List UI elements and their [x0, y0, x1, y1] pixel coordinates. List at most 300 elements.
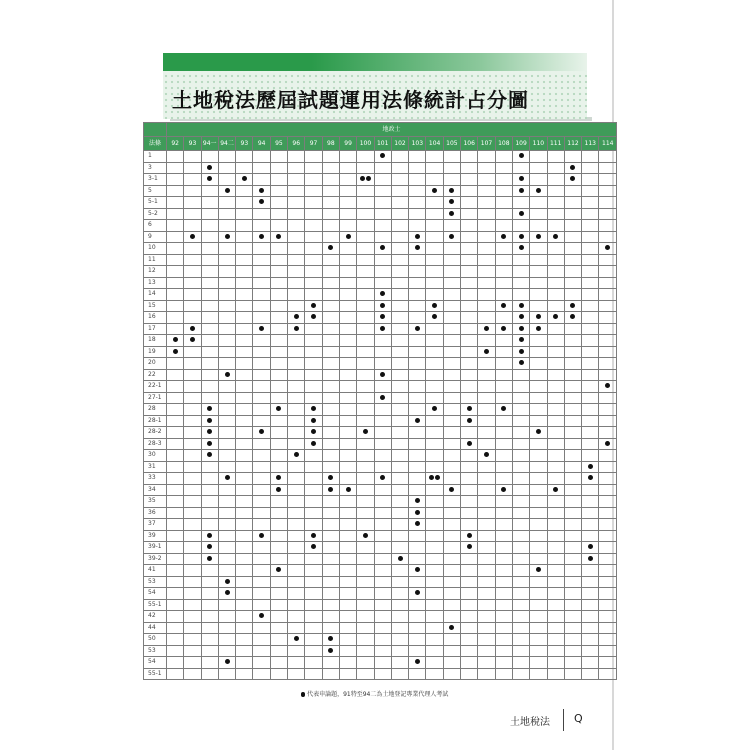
grid-cell — [530, 565, 547, 577]
grid-cell — [495, 381, 512, 393]
grid-cell — [322, 231, 339, 243]
grid-cell — [253, 427, 270, 439]
grid-cell — [582, 530, 599, 542]
grid-cell — [512, 415, 529, 427]
essay-question-dot-icon — [536, 429, 541, 434]
grid-cell — [270, 530, 287, 542]
grid-cell — [409, 450, 426, 462]
article-label: 3 — [144, 162, 167, 174]
grid-cell — [167, 542, 184, 554]
grid-cell — [305, 335, 322, 347]
essay-question-dot-icon — [519, 176, 524, 181]
grid-cell — [391, 208, 408, 220]
grid-cell — [236, 668, 253, 680]
grid-cell — [478, 553, 495, 565]
grid-cell — [426, 346, 443, 358]
row-header: 法條 — [144, 137, 167, 151]
grid-cell — [426, 461, 443, 473]
grid-cell — [512, 346, 529, 358]
column-header: 92 — [167, 137, 184, 151]
grid-cell — [167, 323, 184, 335]
essay-question-dot-icon — [449, 487, 454, 492]
grid-cell — [270, 185, 287, 197]
grid-cell — [426, 208, 443, 220]
grid-cell — [461, 496, 478, 508]
grid-cell — [564, 634, 581, 646]
grid-cell — [530, 657, 547, 669]
grid-cell — [167, 519, 184, 531]
grid-cell — [218, 484, 235, 496]
grid-cell — [218, 197, 235, 209]
essay-question-dot-icon — [380, 153, 385, 158]
grid-cell — [339, 220, 356, 232]
grid-cell — [374, 369, 391, 381]
essay-question-dot-icon — [242, 176, 247, 181]
grid-cell — [495, 450, 512, 462]
grid-cell — [253, 668, 270, 680]
grid-cell — [339, 542, 356, 554]
grid-cell — [270, 565, 287, 577]
grid-cell — [270, 519, 287, 531]
grid-cell — [530, 507, 547, 519]
grid-cell — [236, 312, 253, 324]
grid-cell — [564, 266, 581, 278]
grid-cell — [409, 220, 426, 232]
grid-cell — [305, 599, 322, 611]
grid-cell — [167, 438, 184, 450]
grid-cell — [512, 231, 529, 243]
grid-cell — [322, 335, 339, 347]
grid-cell — [409, 668, 426, 680]
grid-cell — [322, 461, 339, 473]
grid-cell — [184, 392, 201, 404]
grid-cell — [184, 185, 201, 197]
grid-cell — [218, 174, 235, 186]
article-label: 30 — [144, 450, 167, 462]
grid-cell — [443, 220, 460, 232]
grid-cell — [288, 484, 305, 496]
grid-cell — [478, 197, 495, 209]
grid-cell — [478, 381, 495, 393]
grid-cell — [461, 335, 478, 347]
table-row — [144, 369, 617, 381]
grid-cell — [339, 162, 356, 174]
grid-cell — [201, 450, 218, 462]
grid-cell — [599, 565, 617, 577]
grid-cell — [270, 323, 287, 335]
grid-cell — [357, 438, 374, 450]
column-header: 101 — [374, 137, 391, 151]
grid-cell — [461, 622, 478, 634]
essay-question-dot-icon — [311, 406, 316, 411]
grid-cell — [512, 645, 529, 657]
grid-cell — [512, 266, 529, 278]
grid-cell — [270, 346, 287, 358]
legend-dot-icon — [301, 692, 306, 697]
grid-cell — [236, 519, 253, 531]
grid-cell — [305, 565, 322, 577]
grid-cell — [218, 565, 235, 577]
grid-cell — [495, 254, 512, 266]
grid-cell — [201, 323, 218, 335]
grid-cell — [409, 381, 426, 393]
grid-cell — [270, 369, 287, 381]
grid-cell — [201, 266, 218, 278]
grid-cell — [564, 668, 581, 680]
grid-cell — [218, 335, 235, 347]
grid-cell — [357, 369, 374, 381]
essay-question-dot-icon — [360, 176, 365, 181]
grid-cell — [374, 438, 391, 450]
article-label: 36 — [144, 507, 167, 519]
grid-cell — [512, 174, 529, 186]
grid-cell — [391, 576, 408, 588]
essay-question-dot-icon — [207, 406, 212, 411]
grid-cell — [184, 461, 201, 473]
grid-cell — [322, 473, 339, 485]
grid-cell — [547, 668, 564, 680]
grid-cell — [357, 346, 374, 358]
grid-cell — [564, 588, 581, 600]
grid-cell — [547, 312, 564, 324]
grid-cell — [374, 588, 391, 600]
grid-cell — [167, 162, 184, 174]
grid-cell — [374, 300, 391, 312]
grid-cell — [218, 392, 235, 404]
grid-cell — [461, 208, 478, 220]
grid-cell — [184, 519, 201, 531]
grid-cell — [253, 588, 270, 600]
article-label: 22-1 — [144, 381, 167, 393]
grid-cell — [478, 542, 495, 554]
grid-cell — [582, 450, 599, 462]
article-label: 10 — [144, 243, 167, 255]
grid-cell — [495, 668, 512, 680]
grid-cell — [201, 312, 218, 324]
grid-cell — [374, 312, 391, 324]
essay-question-dot-icon — [259, 234, 264, 239]
table-row — [144, 358, 617, 370]
grid-cell — [443, 461, 460, 473]
grid-cell — [357, 484, 374, 496]
grid-cell — [461, 634, 478, 646]
grid-cell — [426, 151, 443, 163]
grid-cell — [547, 622, 564, 634]
grid-cell — [461, 657, 478, 669]
grid-cell — [374, 266, 391, 278]
grid-cell — [478, 185, 495, 197]
grid-cell — [236, 404, 253, 416]
grid-cell — [391, 266, 408, 278]
grid-cell — [184, 277, 201, 289]
grid-cell — [409, 174, 426, 186]
article-label: 53 — [144, 645, 167, 657]
grid-cell — [409, 323, 426, 335]
grid-cell — [443, 300, 460, 312]
table-row — [144, 266, 617, 278]
grid-cell — [495, 358, 512, 370]
grid-cell — [184, 588, 201, 600]
column-header: 94一 — [201, 137, 218, 151]
grid-cell — [391, 185, 408, 197]
grid-cell — [599, 346, 617, 358]
grid-cell — [461, 151, 478, 163]
grid-cell — [495, 323, 512, 335]
essay-question-dot-icon — [553, 314, 558, 319]
grid-cell — [339, 634, 356, 646]
grid-cell — [391, 553, 408, 565]
grid-cell — [184, 220, 201, 232]
grid-cell — [443, 404, 460, 416]
table-row — [144, 392, 617, 404]
grid-cell — [167, 358, 184, 370]
grid-cell — [512, 381, 529, 393]
grid-cell — [374, 622, 391, 634]
column-header: 109 — [512, 137, 529, 151]
grid-cell — [184, 381, 201, 393]
grid-cell — [322, 599, 339, 611]
grid-cell — [322, 243, 339, 255]
grid-cell — [167, 622, 184, 634]
essay-question-dot-icon — [415, 659, 420, 664]
grid-cell — [409, 588, 426, 600]
grid-cell — [512, 484, 529, 496]
article-label: 18 — [144, 335, 167, 347]
grid-cell — [184, 438, 201, 450]
grid-cell — [512, 392, 529, 404]
grid-cell — [374, 496, 391, 508]
column-header: 113 — [582, 137, 599, 151]
grid-cell — [201, 599, 218, 611]
essay-question-dot-icon — [432, 406, 437, 411]
table-row — [144, 151, 617, 163]
grid-cell — [547, 266, 564, 278]
grid-cell — [391, 611, 408, 623]
grid-cell — [201, 542, 218, 554]
grid-cell — [409, 542, 426, 554]
grid-cell — [426, 381, 443, 393]
grid-cell — [461, 599, 478, 611]
grid-cell — [270, 461, 287, 473]
grid-cell — [288, 576, 305, 588]
column-header: 103 — [409, 137, 426, 151]
grid-cell — [167, 312, 184, 324]
grid-cell — [530, 484, 547, 496]
grid-cell — [184, 415, 201, 427]
grid-cell — [167, 450, 184, 462]
essay-question-dot-icon — [553, 234, 558, 239]
grid-cell — [547, 323, 564, 335]
essay-question-dot-icon — [519, 188, 524, 193]
grid-cell — [443, 335, 460, 347]
grid-cell — [599, 151, 617, 163]
grid-cell — [288, 381, 305, 393]
grid-cell — [443, 312, 460, 324]
grid-cell — [201, 369, 218, 381]
grid-cell — [478, 312, 495, 324]
essay-question-dot-icon — [173, 337, 178, 342]
grid-cell — [167, 243, 184, 255]
grid-cell — [305, 369, 322, 381]
article-label: 22 — [144, 369, 167, 381]
grid-cell — [305, 185, 322, 197]
grid-cell — [357, 634, 374, 646]
grid-cell — [270, 450, 287, 462]
grid-cell — [184, 576, 201, 588]
grid-cell — [530, 185, 547, 197]
grid-cell — [512, 151, 529, 163]
grid-cell — [288, 611, 305, 623]
grid-cell — [599, 438, 617, 450]
grid-cell — [391, 530, 408, 542]
essay-question-dot-icon — [259, 533, 264, 538]
essay-question-dot-icon — [429, 475, 434, 480]
grid-cell — [374, 645, 391, 657]
grid-cell — [253, 450, 270, 462]
grid-cell — [443, 588, 460, 600]
grid-cell — [357, 197, 374, 209]
grid-cell — [236, 346, 253, 358]
table-row — [144, 496, 617, 508]
grid-cell — [530, 404, 547, 416]
grid-cell — [288, 220, 305, 232]
grid-cell — [236, 162, 253, 174]
essay-question-dot-icon — [467, 418, 472, 423]
grid-cell — [564, 254, 581, 266]
grid-cell — [236, 266, 253, 278]
grid-cell — [288, 358, 305, 370]
grid-cell — [253, 611, 270, 623]
grid-cell — [357, 174, 374, 186]
grid-cell — [426, 277, 443, 289]
grid-cell — [357, 323, 374, 335]
grid-cell — [461, 381, 478, 393]
grid-cell — [409, 507, 426, 519]
grid-cell — [236, 565, 253, 577]
grid-cell — [443, 657, 460, 669]
essay-question-dot-icon — [207, 165, 212, 170]
grid-cell — [184, 668, 201, 680]
grid-cell — [201, 427, 218, 439]
grid-cell — [530, 289, 547, 301]
grid-cell — [218, 496, 235, 508]
grid-cell — [547, 197, 564, 209]
grid-cell — [582, 266, 599, 278]
grid-cell — [512, 542, 529, 554]
grid-cell — [201, 185, 218, 197]
grid-cell — [201, 657, 218, 669]
grid-cell — [391, 220, 408, 232]
grid-cell — [305, 657, 322, 669]
grid-cell — [305, 588, 322, 600]
essay-question-dot-icon — [276, 234, 281, 239]
grid-cell — [374, 530, 391, 542]
grid-cell — [218, 312, 235, 324]
grid-cell — [530, 381, 547, 393]
grid-cell — [443, 243, 460, 255]
grid-cell — [357, 185, 374, 197]
grid-cell — [236, 599, 253, 611]
grid-cell — [461, 542, 478, 554]
grid-cell — [530, 369, 547, 381]
grid-cell — [305, 530, 322, 542]
column-header: 93 — [236, 137, 253, 151]
article-label: 13 — [144, 277, 167, 289]
grid-cell — [547, 300, 564, 312]
grid-cell — [201, 576, 218, 588]
grid-cell — [218, 323, 235, 335]
grid-cell — [357, 415, 374, 427]
grid-cell — [218, 599, 235, 611]
grid-cell — [391, 427, 408, 439]
grid-cell — [236, 220, 253, 232]
grid-cell — [288, 599, 305, 611]
grid-cell — [236, 381, 253, 393]
grid-cell — [339, 507, 356, 519]
grid-cell — [322, 197, 339, 209]
grid-cell — [582, 496, 599, 508]
grid-cell — [564, 381, 581, 393]
grid-cell — [547, 588, 564, 600]
grid-cell — [218, 151, 235, 163]
grid-cell — [582, 300, 599, 312]
table-row — [144, 323, 617, 335]
grid-cell — [582, 553, 599, 565]
article-label: 50 — [144, 634, 167, 646]
grid-cell — [426, 162, 443, 174]
grid-cell — [530, 496, 547, 508]
article-label: 31 — [144, 461, 167, 473]
grid-cell — [253, 484, 270, 496]
grid-cell — [582, 634, 599, 646]
grid-cell — [495, 622, 512, 634]
grid-cell — [305, 323, 322, 335]
grid-cell — [512, 427, 529, 439]
grid-cell — [201, 588, 218, 600]
grid-cell — [478, 438, 495, 450]
grid-cell — [374, 450, 391, 462]
grid-cell — [582, 254, 599, 266]
table-row — [144, 277, 617, 289]
grid-cell — [409, 473, 426, 485]
grid-cell — [478, 300, 495, 312]
grid-cell — [253, 346, 270, 358]
grid-cell — [512, 668, 529, 680]
grid-cell — [547, 450, 564, 462]
grid-cell — [288, 300, 305, 312]
grid-cell — [478, 277, 495, 289]
grid-cell — [582, 208, 599, 220]
grid-cell — [495, 289, 512, 301]
grid-cell — [201, 645, 218, 657]
grid-cell — [582, 611, 599, 623]
grid-cell — [443, 438, 460, 450]
grid-cell — [184, 599, 201, 611]
grid-cell — [599, 611, 617, 623]
grid-cell — [582, 576, 599, 588]
grid-cell — [288, 645, 305, 657]
grid-cell — [443, 542, 460, 554]
grid-cell — [305, 346, 322, 358]
grid-cell — [495, 657, 512, 669]
grid-cell — [374, 151, 391, 163]
table-row — [144, 289, 617, 301]
column-header: 99 — [339, 137, 356, 151]
grid-cell — [236, 427, 253, 439]
column-header: 108 — [495, 137, 512, 151]
table-row — [144, 427, 617, 439]
grid-cell — [599, 645, 617, 657]
